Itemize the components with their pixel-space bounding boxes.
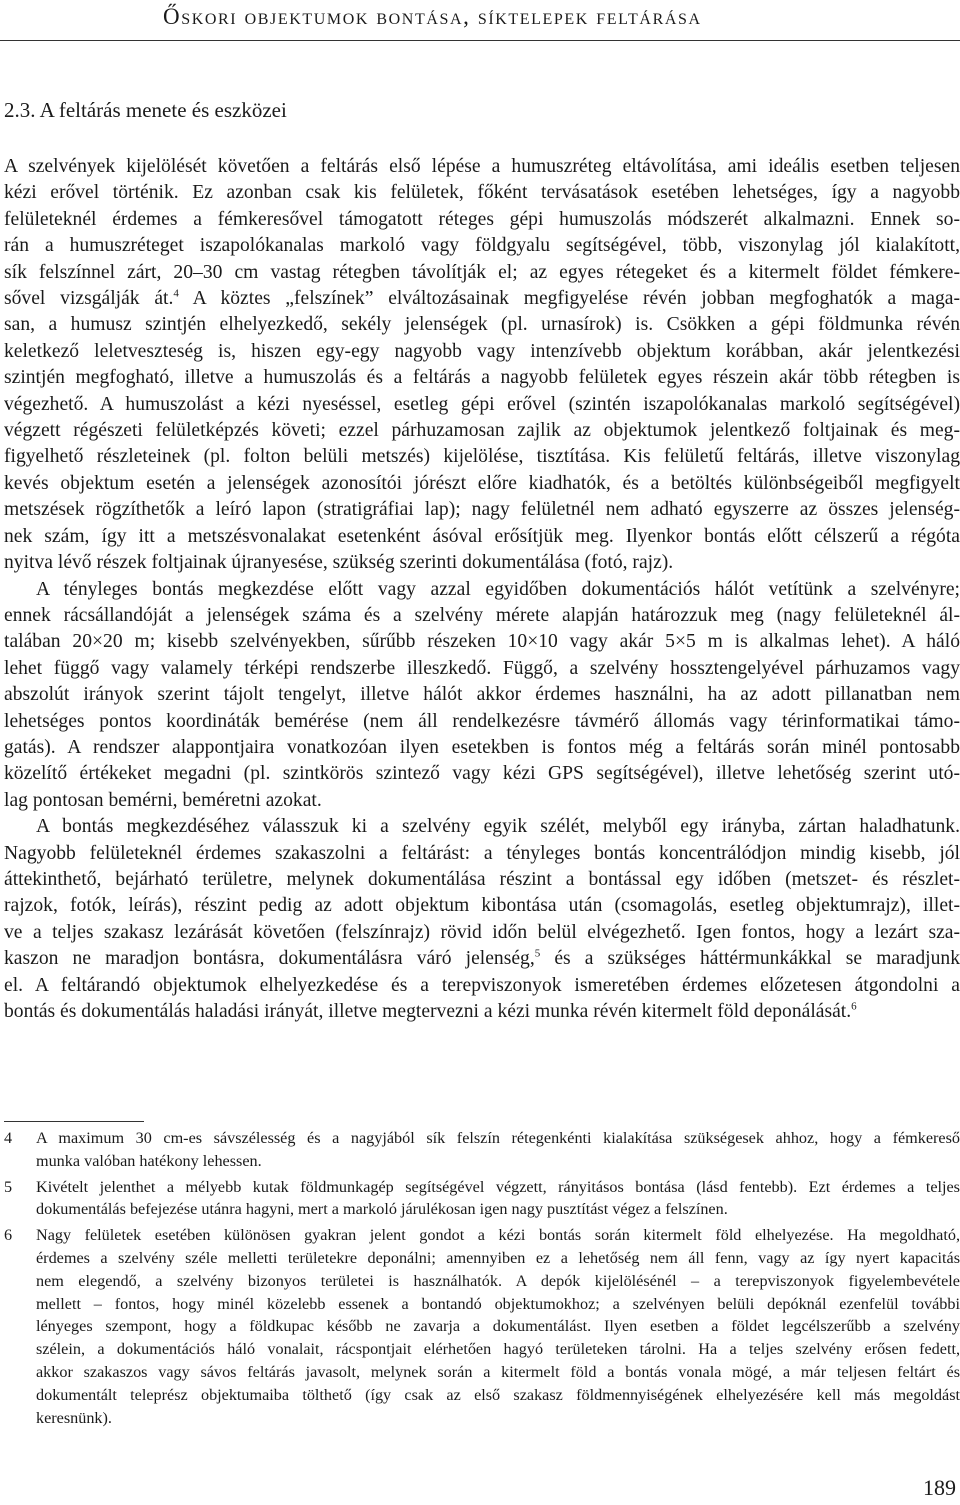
footnote-line: Kivételt jelenthet a mélyebb kutak földmunkagép segítségével végzett, rányitásos bontása (lásd fentebb). Ezt érdemes a teljes: [36, 1177, 960, 1196]
footnote-ref-6: 6: [851, 1000, 857, 1013]
footnote-line: keresnünk).: [36, 1408, 112, 1427]
body-line: áttekinthető, bejárható területre, melynek dokumentálása részint a bontással egy időben (metszet- és részlet-: [4, 868, 960, 890]
body-line: [4, 286, 960, 312]
running-header-title: Őskori objektumok bontása, síktelepek feltárása: [163, 4, 702, 29]
body-line: lag pontosan bemérni, beméretni azokat.: [4, 789, 322, 811]
body-line: keletkező leletveszteség is, hiszen egy-egy nagyobb vagy intenzívebb objektum korábban, akár jelentkezési: [4, 340, 960, 362]
body-line: rán a humuszréteget iszapolókanalas markoló vagy földgyalu segítségével, több, viszonylag jól kialakított,: [4, 235, 960, 257]
body-line: felületeknél érdemes a fémkeresővel támogatott réteges gépi humuszolás módszerét alkalmazni. Ennek so-: [4, 208, 960, 230]
body-line: el. A feltárandó objektumok elhelyezkedése és a terepviszonyok ismeretében érdemes előzetesen átgondolni a: [4, 974, 960, 996]
body-line: végezhető. A humuszolást a kézi nyeséssel, esetleg gépi erővel (szintén iszapolókanalas markoló segítségével): [4, 393, 960, 415]
footnote-number: 5: [4, 1177, 13, 1196]
body-text-run: A köztes „felszínek” elváltozásainak megfigyelése révén jobban megfoghatók a maga-: [178, 288, 960, 310]
footnote-line: mellett – fontos, hogy minél közelebb essenek a bontandó objektumokhoz; a szelvényen belüli depóknál ezenfelül további: [36, 1294, 960, 1313]
page-number: 189: [923, 1475, 956, 1500]
body-text-run: bontás és dokumentálás haladási irányát, illetve megtervezni a kézi munka révén kitermelt föld deponálását.: [4, 1001, 852, 1022]
body-line: metszések rögzíthetők a leíró lapon (stratigráfiai lap); nagy felületnél nem adható egyszerre az összes jelenség-: [4, 499, 960, 521]
body-line: nek szám, így itt a metszésvonalakat esetenként ásóval erősítjük meg. Ilyenkor bontás előtt célszerű a régóta: [4, 525, 960, 547]
running-header: [0, 0, 960, 41]
body-line: A bontás megkezdéséhez válasszuk ki a szelvény egyik szélét, melyből egy irányba, zártan haladhatunk.: [36, 816, 960, 838]
footnote-ref-4: 4: [173, 287, 179, 300]
footnote-6: [4, 1224, 960, 1429]
footnote-line: nem elegendő, a szelvény bizonyos területei is használhatók. A depók kijelölésénél – a terepviszonyok figyelembevétele: [36, 1271, 960, 1290]
body-line: lehetséges pontos koordináták bemérése (nem áll rendelkezésre távmérő állomás vagy térinformatikai támo-: [4, 710, 960, 732]
body-line: közelítő értékeket megadni (pl. szintkörös szintező vagy kézi GPS segítségével), illetve lehetőség szerint utó-: [4, 763, 960, 785]
body-line: A tényleges bontás megkezdése előtt vagy azzal egyidőben dokumentációs hálót vetítünk a szelvényre;: [36, 578, 960, 600]
body-line: san, a humusz szintjén elhelyezkedő, sekély jelenségek (pl. urnasírok) is. Csökken a gépi földmunka révén: [4, 314, 960, 336]
footnote-line: akkor szakaszos vagy sávos feltárás javasolt, melynek során a kitermelt föld a bontás vonala mögé, a már teljesen feltárt és: [36, 1362, 960, 1381]
footnote-4: [4, 1127, 960, 1173]
footnote-line: dokumentált teleprész objektumaiba tölthető (így csak az első szakasz földmennyiségének elhelyezésére kell más megoldást: [36, 1385, 960, 1404]
footnote-line: Nagy felületek esetében különösen gyakran jelent gondot a kézi bontás során kitermelt föld elhelyezése. Ha megoldható,: [36, 1226, 960, 1245]
footnote-number: 4: [4, 1129, 13, 1147]
footnote-line: munka valóban hatékony lehessen.: [36, 1151, 262, 1170]
footnotes: [4, 1127, 960, 1429]
body-line: kézi erővel történik. Ez azonban csak kis felületek, főként tervásatások esetében lehetséges, így a nagyobb: [4, 182, 960, 204]
body-line: [4, 946, 960, 972]
body-line: sík felszínnel zárt, 20–30 cm vastag rétegben távolítják el; az egyes rétegeket és a kitermelt földet fémkere-: [4, 261, 960, 283]
body-line: kevés objektum esetén a jelenségek azonosítói jórészt előre kiadhatók, és a betöltés különbségeiből megfigyelt: [4, 472, 960, 494]
body-line: ennek rácsállandóját a jelenségek száma és a szelvény mérete alapján határozzuk meg (nagy felületeknél ál-: [4, 604, 960, 626]
footnote-ref-5: 5: [534, 947, 541, 960]
body-line: abszolút irányok szerint tájolt tengelyt, illetve hálót akkor érdemes használni, ha az adott pillanatban nem: [4, 684, 960, 706]
body-line: Nagyobb felületeknél érdemes szakaszolni a feltárást: a tényleges bontás koncentrálódjon mindig kisebb, jól: [4, 842, 960, 864]
body-line: talában 20×20 m; kisebb szelvényekben, sűrűbb részeken 10×10 vagy akár 5×5 m is alkalmas lehet). A háló: [4, 631, 960, 653]
body-text-run: kaszon ne maradjon bontásra, dokumentálásra váró jelenség,: [4, 948, 535, 970]
footnote-line: A maximum 30 cm-es sávszélesség és a nagyjából sík felszín rétegenkénti kialakítása szükségesek ahhoz, hogy a fémkereső: [36, 1129, 960, 1147]
body-line: A szelvények kijelölését követően a feltárás első lépése a humuszréteg eltávolítása, ami ideális esetben teljesen: [4, 156, 960, 177]
footnote-separator: [4, 1121, 144, 1122]
footnote-line: szélein, a dokumentációs háló vonalait, rácspontjait elérhetően hagyó területeken tárolni. Ha a teljes szelvény erősen fedett,: [36, 1340, 960, 1359]
body-line: nyitva lévő részek foltjainak újranyesése, szükség szerinti dokumentálása (fotó, rajz).: [4, 552, 674, 574]
body-text-run: és a szükséges háttérmunkákkal se maradjunk: [540, 948, 960, 970]
body-line: ve a teljes szakasz lezárását követően (felszínrajz) rövid időn belül elvégezhető. Igen fontos, hogy a lezárt sza-: [4, 921, 960, 943]
footnote-number: 6: [4, 1226, 13, 1245]
body-line: figyelhető részleteinek (pl. folton belüli metszés) kijelölése, tisztítása. Kis felületű feltárás, illetve viszonylag: [4, 446, 960, 468]
body-line: rajzok, fotók, leírás), részint pedig az adott objektum kibontása után (csomagolás, esetleg objektumrajz), illet-: [4, 895, 960, 917]
body-text-run: sővel vizsgálják át.: [4, 288, 174, 310]
body-line: lehet függő vagy valamely térképi rendszerbe illeszkedő. Függő, a szelvény hossztengelyével párhuzamos vagy: [4, 657, 960, 679]
body-line: végzett régészeti felületképzés követi; ezzel párhuzamosan zajlik az objektumok jelentkező foltjainak és meg-: [4, 420, 960, 442]
footnote-5: [4, 1176, 960, 1222]
footnote-line: érdemes a szelvény széle melletti területekre deponálni; amennyiben ez a lehetőség nem áll fenn, vagy az így nyert kapacitás: [36, 1248, 960, 1267]
body-line: szintjén megfogható, illetve a humuszolás és a feltárás a nagyobb felületek egyes részein akár több rétegben is: [4, 367, 960, 389]
footnote-line: dokumentálás befejezése utánra hagyni, mert a markoló járulékosan igen nagy pusztítást végez a felszínen.: [36, 1200, 728, 1219]
body-text: [4, 154, 960, 1025]
section-heading: 2.3. A feltárás menete és eszközei: [4, 98, 287, 122]
body-line: [4, 999, 960, 1025]
body-line: gatás). A rendszer alappontjaira vonatkozóan ilyen esetekben is fontos még a feltárás során minél pontosabb: [4, 736, 960, 758]
footnote-line: lényeges szempont, hogy a földkupac később ne zavarja a dokumentálást. Ilyen esetben a földet legcélszerűbb a szelvény: [36, 1317, 960, 1336]
